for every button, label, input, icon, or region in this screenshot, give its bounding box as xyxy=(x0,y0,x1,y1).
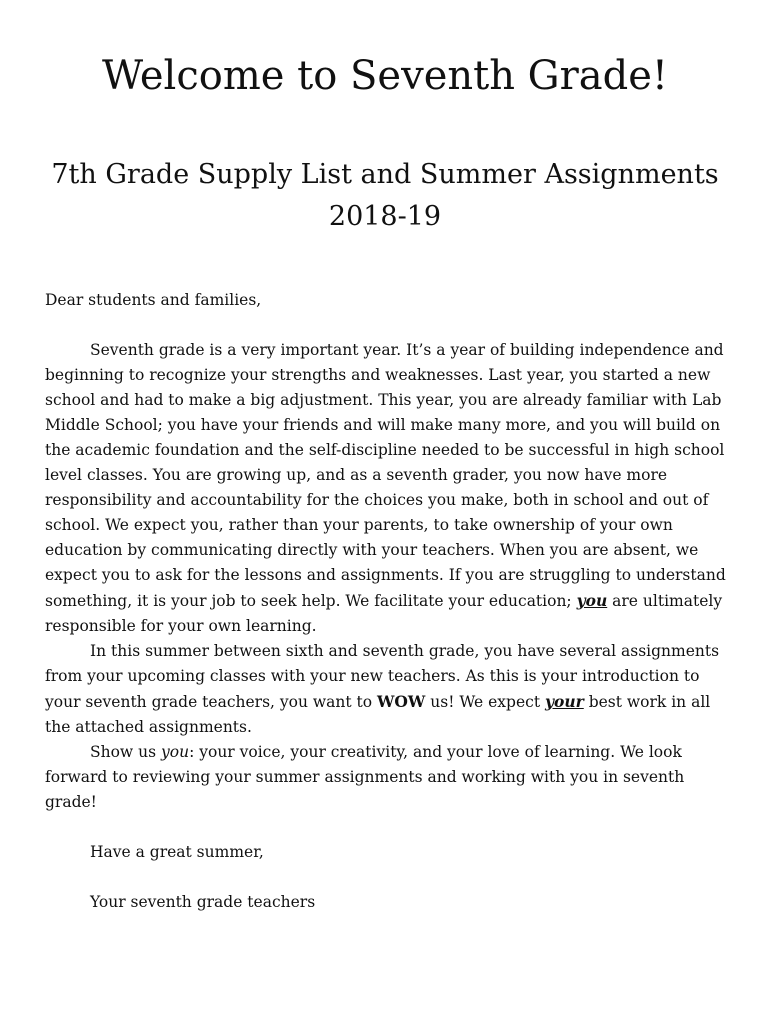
paragraph-2-text-a: In this summer between sixth and seventh grade, you have several assignments from your upcoming classes with your new teachers. As this is your introduction to your seventh grade teachers, you want to xyxy=(45,642,720,711)
letter-body xyxy=(45,288,730,915)
closing-line: Have a great summer, xyxy=(90,843,264,861)
paragraph-1 xyxy=(45,338,730,639)
paragraph-1-text-b: are ultimately responsible for your own learning. xyxy=(45,592,723,635)
paragraph-3 xyxy=(45,740,730,815)
paragraph-2-text-c: best work in all the attached assignments. xyxy=(45,693,711,736)
paragraph-2-text-b: us! We expect xyxy=(425,693,545,711)
signature-line: Your seventh grade teachers xyxy=(90,893,316,911)
paragraph-3-text-b: : your voice, your creativity, and your love of learning. We look forward to reviewing your summer assignments and working with you in seventh grade! xyxy=(45,743,685,811)
salutation: Dear students and families, xyxy=(45,291,262,309)
paragraph-2-bold: WOW xyxy=(377,692,426,711)
paragraph-3-text-a: Show us xyxy=(90,743,161,761)
page-subtitle xyxy=(0,154,770,238)
paragraph-2-emphasis: your xyxy=(544,692,584,711)
paragraph-1-text-a: Seventh grade is a very important year. It’s a year of building independence and beginning to recognize your strengths and weaknesses. Last year, you started a new school and had to make a big adjustment. This year, you are already familiar with Lab Middle School; you have your friends and will make many more, and you will build on the academic foundation and the self-discipline needed to be successful in high school level classes. You are growing up, and as a seventh grader, you now have more responsibility and accountability for the choices you make, both in school and out of school. We expect you, rather than your parents, to take ownership of your own education by communicating directly with your teachers. When you are absent, we expect you to ask for the lessons and assignments. If you are struggling to understand something, it is your job to seek help. We facilitate your education; xyxy=(45,341,726,610)
subtitle-line-1: 7th Grade Supply List and Summer Assignments xyxy=(51,159,719,190)
paragraph-2 xyxy=(45,639,730,740)
subtitle-line-2: 2018-19 xyxy=(328,201,442,232)
paragraph-1-emphasis: you xyxy=(576,591,608,610)
paragraph-3-emphasis: you xyxy=(161,743,190,761)
page-title: Welcome to Seventh Grade! xyxy=(102,53,668,99)
